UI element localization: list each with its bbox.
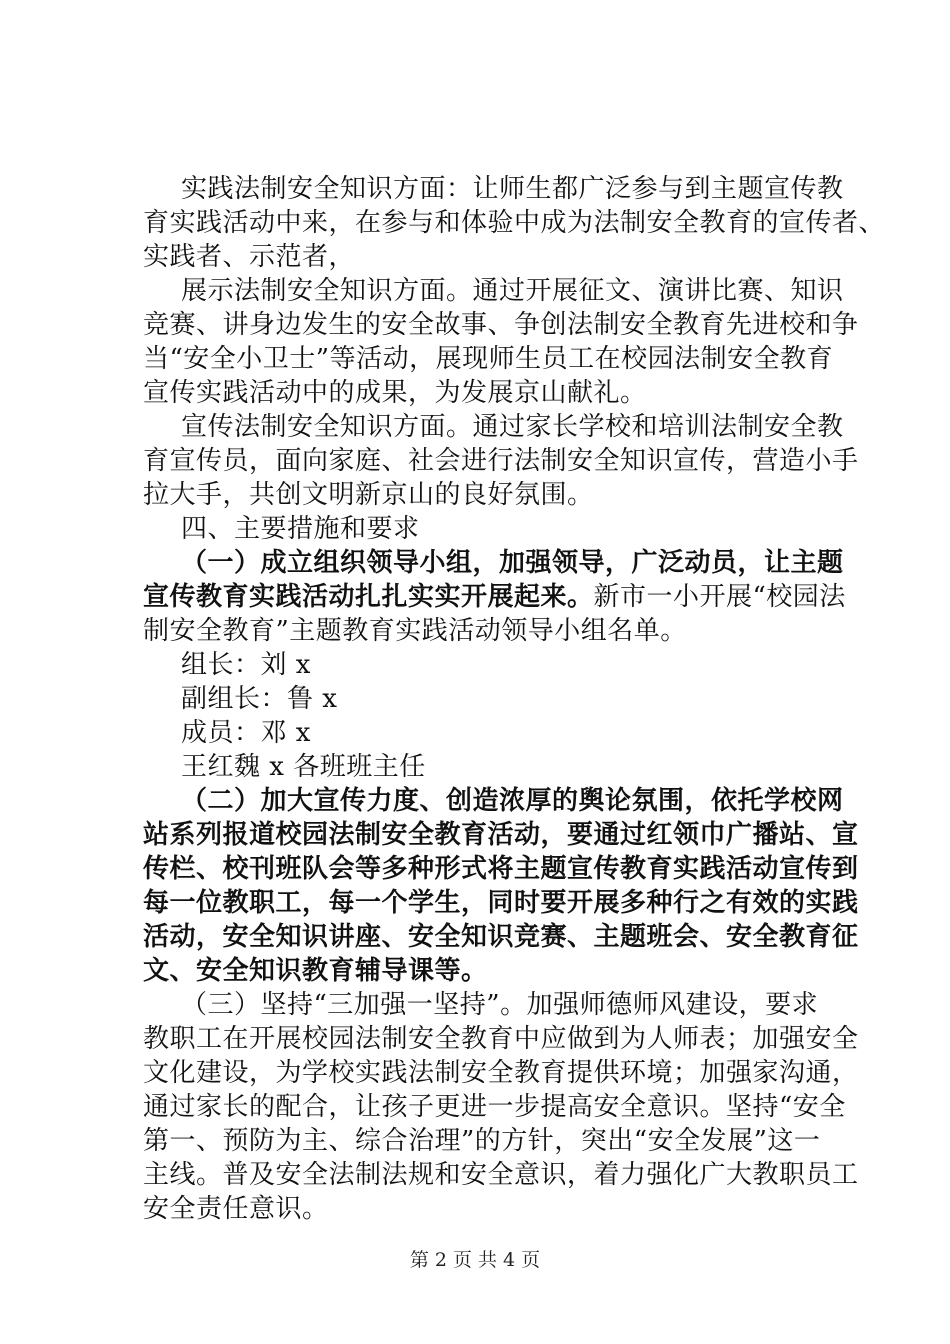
text-line: 文化建设，为学校实践法制安全教育提供环境；加强家沟通，	[143, 1058, 859, 1088]
text-line: （三）坚持“三加强一坚持”。加强师德师风建设，要求	[181, 990, 819, 1020]
paragraph-practice	[143, 172, 886, 274]
measure-three	[143, 988, 859, 1226]
page-number-footer: 第 2 页 共 4 页	[409, 1249, 541, 1271]
text-line: 活动，安全知识讲座、安全知识竞赛、主题班会、安全教育征	[143, 922, 859, 952]
text-line: 育实践活动中来，在参与和体验中成为法制安全教育的宣传者、	[143, 208, 886, 238]
measure-heading-line: （一）成立组织领导小组，加强领导，广泛动员，让主题	[181, 548, 844, 578]
text-line: 实践者、示范者，	[143, 242, 356, 272]
paragraph-publicize	[143, 410, 859, 512]
roster-deputy: 副组长：鲁 x	[181, 684, 338, 714]
text-line: 宣传法制安全知识方面。通过家长学校和培训法制安全教	[181, 412, 844, 442]
roster-members-cont: 王红魏 x 各班班主任	[181, 752, 426, 782]
roster-members: 成员：邓 x	[181, 718, 311, 748]
document-body	[143, 172, 886, 1226]
paragraph-display	[143, 274, 859, 410]
text-line: 第一、预防为主、综合治理”的方针，突出“安全发展”这一	[143, 1126, 821, 1156]
text-line: 竞赛、讲身边发生的安全故事、争创法制安全教育先进校和争	[143, 310, 859, 340]
leadership-roster	[143, 648, 843, 784]
text-line: 主线。普及安全法制法规和安全意识，着力强化广大教职员工	[143, 1160, 859, 1190]
measure-two	[143, 784, 859, 988]
text-line: 当“安全小卫士”等活动，展现师生员工在校园法制安全教育	[143, 344, 834, 374]
text-line: 通过家长的配合，让孩子更进一步提高安全意识。坚持“安全	[143, 1092, 846, 1122]
roster-leader: 组长：刘 x	[181, 650, 311, 680]
measure-mixed-line	[143, 580, 846, 614]
text-line: 教职工在开展校园法制安全教育中应做到为人师表；加强安全	[143, 1024, 859, 1054]
measure-body-text: 新市一小开展“校园法	[593, 582, 846, 612]
text-line: 实践法制安全知识方面：让师生都广泛参与到主题宣传教	[181, 174, 844, 204]
text-line: 安全责任意识。	[143, 1194, 329, 1224]
text-line: 传栏、校刊班队会等多种形式将主题宣传教育实践活动宣传到	[143, 854, 859, 884]
text-line: 文、安全知识教育辅导课等。	[143, 956, 488, 986]
text-line: 拉大手，共创文明新京山的良好氛围。	[143, 480, 594, 510]
text-line: 宣传实践活动中的成果，为发展京山献礼。	[143, 378, 647, 408]
text-line: （二）加大宣传力度、创造浓厚的舆论氛围，依托学校网	[181, 786, 844, 816]
section-heading: 四、主要措施和要求	[181, 514, 420, 544]
text-line: 展示法制安全知识方面。通过开展征文、演讲比赛、知识	[181, 276, 844, 306]
measure-heading-tail: 宣传教育实践活动扎扎实实开展起来。	[143, 582, 594, 612]
text-line: 制安全教育”主题教育实践活动领导小组名单。	[143, 616, 687, 646]
measure-one	[143, 546, 846, 648]
text-line: 站系列报道校园法制安全教育活动，要通过红领巾广播站、宣	[143, 820, 859, 850]
text-line: 育宣传员，面向家庭、社会进行法制安全知识宣传，营造小手	[143, 446, 859, 476]
text-line: 每一位教职工，每一个学生，同时要开展多种行之有效的实践	[143, 888, 859, 918]
